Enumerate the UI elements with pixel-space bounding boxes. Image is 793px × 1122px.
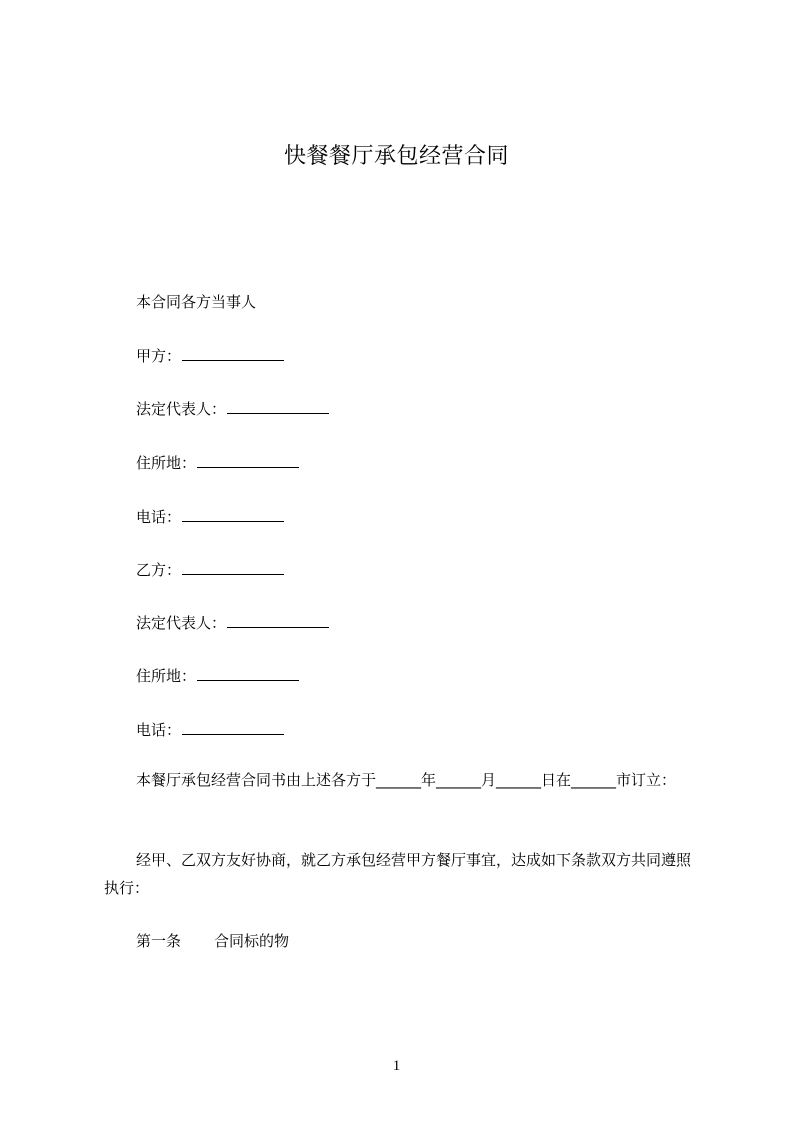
party-b-representative-line: [136, 613, 329, 633]
party-a-phone-blank: [182, 507, 284, 522]
party-b-representative-blank: [227, 613, 329, 628]
party-a-line: [136, 346, 284, 366]
signing-paragraph: 本餐厅承包经营合同书由上述各方于______年______月______日在______市订立：: [136, 771, 677, 789]
party-a-representative-label: 法定代表人：: [136, 400, 227, 418]
party-b-address-line: [136, 666, 299, 686]
parties-intro: 本合同各方当事人: [136, 293, 257, 311]
party-a-phone-label: 电话：: [136, 508, 182, 526]
article-1-heading: [136, 931, 289, 951]
party-a-blank: [182, 346, 284, 361]
party-a-representative-line: [136, 399, 329, 419]
party-a-phone-line: [136, 507, 284, 527]
party-a-address-line: [136, 453, 299, 473]
party-b-address-blank: [197, 666, 299, 681]
article-1-title: 合同标的物: [214, 932, 290, 950]
agreement-paragraph: 经甲、乙双方友好协商，就乙方承包经营甲方餐厅事宜，达成如下条款双方共同遵照执行：: [104, 851, 692, 897]
party-b-address-label: 住所地：: [136, 667, 197, 685]
page-number: 1: [392, 1058, 401, 1074]
party-a-address-blank: [197, 453, 299, 468]
party-a-representative-blank: [227, 399, 329, 414]
party-b-representative-label: 法定代表人：: [136, 614, 227, 632]
party-b-blank: [182, 560, 284, 575]
party-b-phone-line: [136, 720, 284, 740]
document-title: 快餐餐厅承包经营合同: [283, 144, 509, 169]
party-b-phone-blank: [182, 720, 284, 735]
party-b-phone-label: 电话：: [136, 721, 182, 739]
article-1-number: 第一条: [136, 932, 182, 950]
party-a-address-label: 住所地：: [136, 454, 197, 472]
party-a-label: 甲方：: [136, 347, 182, 365]
party-b-label: 乙方：: [136, 561, 182, 579]
party-b-line: [136, 560, 284, 580]
